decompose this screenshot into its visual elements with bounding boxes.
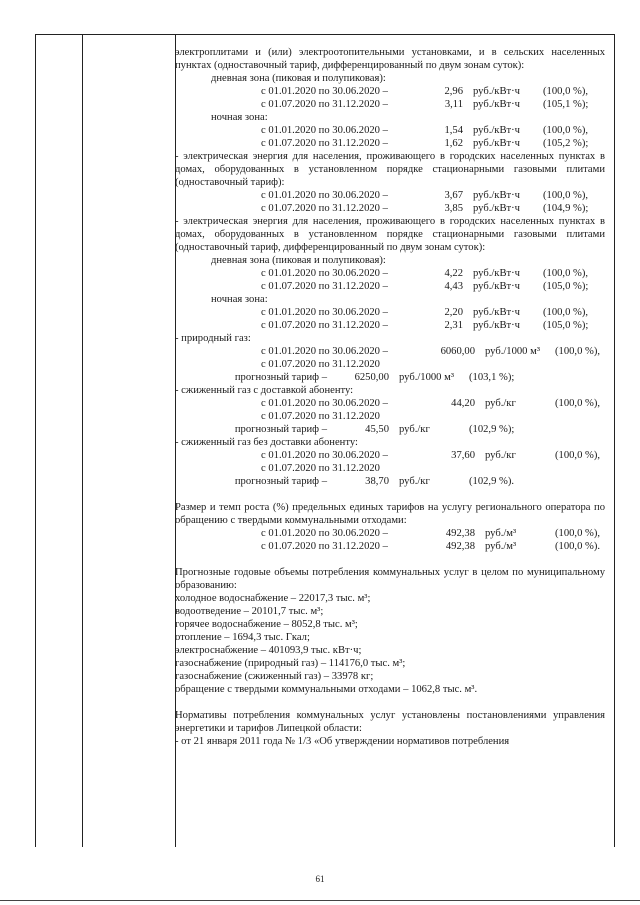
paragraph: - от 21 января 2011 года № 1/3 «Об утверждении нормативов потребления <box>175 736 510 747</box>
tariff-period: с 01.01.2020 по 30.06.2020 – <box>261 450 388 461</box>
tariff-percent: (100,0 %), <box>543 268 589 279</box>
tariff-value: 3,85 <box>444 203 463 214</box>
paragraph: холодное водоснабжение – 22017,3 тыс. м³; <box>175 593 371 604</box>
tariff-value: 44,20 <box>451 398 475 409</box>
paragraph: отопление – 1694,3 тыс. Гкал; <box>175 632 310 643</box>
tariff-percent: (100,0 %), <box>555 346 601 357</box>
tariff-period: с 01.01.2020 по 30.06.2020 – <box>261 190 388 201</box>
subheading: дневная зона (пиковая и полупиковая): <box>211 255 386 266</box>
paragraph: газоснабжение (сжиженный газ) – 33978 кг; <box>175 671 374 682</box>
tariff-value: 3,11 <box>444 99 463 110</box>
page-bottom-rule <box>0 900 640 901</box>
tariff-period: с 01.07.2020 по 31.12.2020 <box>261 411 380 422</box>
tariff-row <box>175 410 605 423</box>
tariff-row <box>175 540 605 553</box>
tariff-row <box>175 267 605 280</box>
spacer <box>175 488 605 501</box>
tariff-value: 38,70 <box>365 476 389 487</box>
paragraph: - природный газ: <box>175 333 251 344</box>
paragraph: Нормативы потребления коммунальных услуг установлены постановлениями управления энергетики и тарифов Липецкой области: <box>175 710 605 734</box>
tariff-period: с 01.07.2020 по 31.12.2020 – <box>261 99 388 110</box>
subheading: ночная зона: <box>211 294 268 305</box>
tariff-percent: (100,0 %), <box>555 398 601 409</box>
tariff-percent: (100,0 %), <box>543 125 589 136</box>
tariff-row <box>175 345 605 358</box>
spacer <box>175 696 605 709</box>
tariff-row <box>175 280 605 293</box>
tariff-percent: (102,9 %); <box>469 424 515 435</box>
tariff-value: 3,67 <box>444 190 463 201</box>
tariff-period: с 01.01.2020 по 30.06.2020 – <box>261 346 388 357</box>
tariff-percent: (105,0 %); <box>543 320 589 331</box>
tariff-value: 45,50 <box>365 424 389 435</box>
column-divider-1 <box>82 35 83 847</box>
tariff-row <box>175 137 605 150</box>
tariff-value: 37,60 <box>451 450 475 461</box>
tariff-row <box>175 306 605 319</box>
tariff-unit: руб./кВт·ч <box>473 307 520 318</box>
tariff-unit: руб./кВт·ч <box>473 268 520 279</box>
tariff-unit: руб./кг <box>399 424 430 435</box>
tariff-row <box>175 475 605 488</box>
tariff-percent: (104,9 %); <box>543 203 589 214</box>
tariff-unit: руб./кВт·ч <box>473 281 520 292</box>
tariff-value: 1,54 <box>444 125 463 136</box>
tariff-percent: (100,0 %). <box>555 541 601 552</box>
tariff-unit: руб./м³ <box>485 541 517 552</box>
page-number: 61 <box>315 874 325 884</box>
tariff-unit: руб./кВт·ч <box>473 320 520 331</box>
tariff-value: 492,38 <box>445 541 475 552</box>
tariff-period: с 01.07.2020 по 31.12.2020 – <box>261 203 388 214</box>
tariff-period: с 01.01.2020 по 30.06.2020 – <box>261 268 388 279</box>
tariff-period: с 01.07.2020 по 31.12.2020 <box>261 463 380 474</box>
tariff-unit: руб./кВт·ч <box>473 203 520 214</box>
tariff-percent: (100,0 %), <box>543 86 589 97</box>
paragraph: Прогнозные годовые объемы потребления коммунальных услуг в целом по муниципальному образованию: <box>175 567 605 591</box>
paragraph: - сжиженный газ с доставкой абоненту: <box>175 385 354 396</box>
paragraph: - сжиженный газ без доставки абоненту: <box>175 437 358 448</box>
tariff-row <box>175 98 605 111</box>
tariff-unit: руб./кг <box>485 450 516 461</box>
spacer <box>175 553 605 566</box>
tariff-row <box>175 358 605 371</box>
tariff-row <box>175 397 605 410</box>
tariff-unit: руб./кВт·ч <box>473 138 520 149</box>
tariff-value: 1,62 <box>444 138 463 149</box>
paragraph: газоснабжение (природный газ) – 114176,0 тыс. м³; <box>175 658 406 669</box>
tariff-row <box>175 85 605 98</box>
tariff-unit: руб./кг <box>485 398 516 409</box>
tariff-percent: (100,0 %), <box>555 528 601 539</box>
tariff-value: 4,22 <box>444 268 463 279</box>
paragraph: электроснабжение – 401093,9 тыс. кВт·ч; <box>175 645 362 656</box>
tariff-row <box>175 371 605 384</box>
tariff-period: с 01.01.2020 по 30.06.2020 – <box>261 528 388 539</box>
tariff-percent: (100,0 %), <box>543 307 589 318</box>
subheading: ночная зона: <box>211 112 268 123</box>
paragraph: обращение с твердыми коммунальными отходами – 1062,8 тыс. м³. <box>175 684 478 695</box>
tariff-percent: (103,1 %); <box>469 372 515 383</box>
tariff-value: 2,20 <box>444 307 463 318</box>
tariff-row <box>175 449 605 462</box>
paragraph: Размер и темп роста (%) предельных единых тарифов на услугу регионального оператора по обращению с твердыми коммунальными отходами: <box>175 502 605 526</box>
tariff-row <box>175 527 605 540</box>
tariff-unit: руб./1000 м³ <box>485 346 541 357</box>
tariff-row <box>175 124 605 137</box>
tariff-period: с 01.01.2020 по 30.06.2020 – <box>261 307 388 318</box>
tariff-period: с 01.07.2020 по 31.12.2020 – <box>261 541 388 552</box>
paragraph: горячее водоснабжение – 8052,8 тыс. м³; <box>175 619 358 630</box>
tariff-value: 2,96 <box>444 86 463 97</box>
tariff-period: с 01.01.2020 по 30.06.2020 – <box>261 86 388 97</box>
tariff-value: 6250,00 <box>354 372 389 383</box>
tariff-unit: руб./кг <box>399 476 430 487</box>
paragraph: водоотведение – 20101,7 тыс. м³; <box>175 606 324 617</box>
tariff-unit: руб./1000 м³ <box>399 372 455 383</box>
tariff-unit: руб./кВт·ч <box>473 190 520 201</box>
tariff-percent: (105,2 %); <box>543 138 589 149</box>
tariff-value: 492,38 <box>445 528 475 539</box>
tariff-value: 4,43 <box>444 281 463 292</box>
tariff-period: прогнозный тариф – <box>234 476 327 487</box>
tariff-period: с 01.01.2020 по 30.06.2020 – <box>261 398 388 409</box>
tariff-period: с 01.07.2020 по 31.12.2020 – <box>261 320 388 331</box>
tariff-value: 2,31 <box>444 320 463 331</box>
tariff-period: с 01.01.2020 по 30.06.2020 – <box>261 125 388 136</box>
tariff-unit: руб./кВт·ч <box>473 99 520 110</box>
subheading: дневная зона (пиковая и полупиковая): <box>211 73 386 84</box>
tariff-row <box>175 423 605 436</box>
tariff-row <box>175 319 605 332</box>
tariff-unit: руб./кВт·ч <box>473 86 520 97</box>
tariff-row <box>175 189 605 202</box>
tariff-unit: руб./кВт·ч <box>473 125 520 136</box>
paragraph: - электрическая энергия для населения, проживающего в городских населенных пунктах в домах, оборудованных в установленном порядке стационарными газовыми плитами (одноставочный тариф): <box>175 151 605 188</box>
tariff-period: прогнозный тариф – <box>234 372 327 383</box>
tariff-period: прогнозный тариф – <box>234 424 327 435</box>
tariff-period: с 01.07.2020 по 31.12.2020 – <box>261 138 388 149</box>
document-body <box>175 46 605 748</box>
tariff-row <box>175 462 605 475</box>
tariff-row <box>175 202 605 215</box>
tariff-percent: (102,9 %). <box>469 476 515 487</box>
paragraph: электроплитами и (или) электроотопительными установками, и в сельских населенных пунктах (одноставочный тариф, дифференцированный по двум зонам суток): <box>175 47 605 71</box>
tariff-value: 6060,00 <box>440 346 475 357</box>
tariff-percent: (100,0 %), <box>543 190 589 201</box>
paragraph: - электрическая энергия для населения, проживающего в городских населенных пунктах в домах, оборудованных в установленном порядке стационарными газовыми плитами (одноставочный тариф, дифференцированный по двум зонам суток): <box>175 216 605 253</box>
tariff-unit: руб./м³ <box>485 528 517 539</box>
tariff-percent: (105,0 %); <box>543 281 589 292</box>
tariff-period: с 01.07.2020 по 31.12.2020 <box>261 359 380 370</box>
tariff-period: с 01.07.2020 по 31.12.2020 – <box>261 281 388 292</box>
tariff-percent: (100,0 %), <box>555 450 601 461</box>
tariff-percent: (105,1 %); <box>543 99 589 110</box>
